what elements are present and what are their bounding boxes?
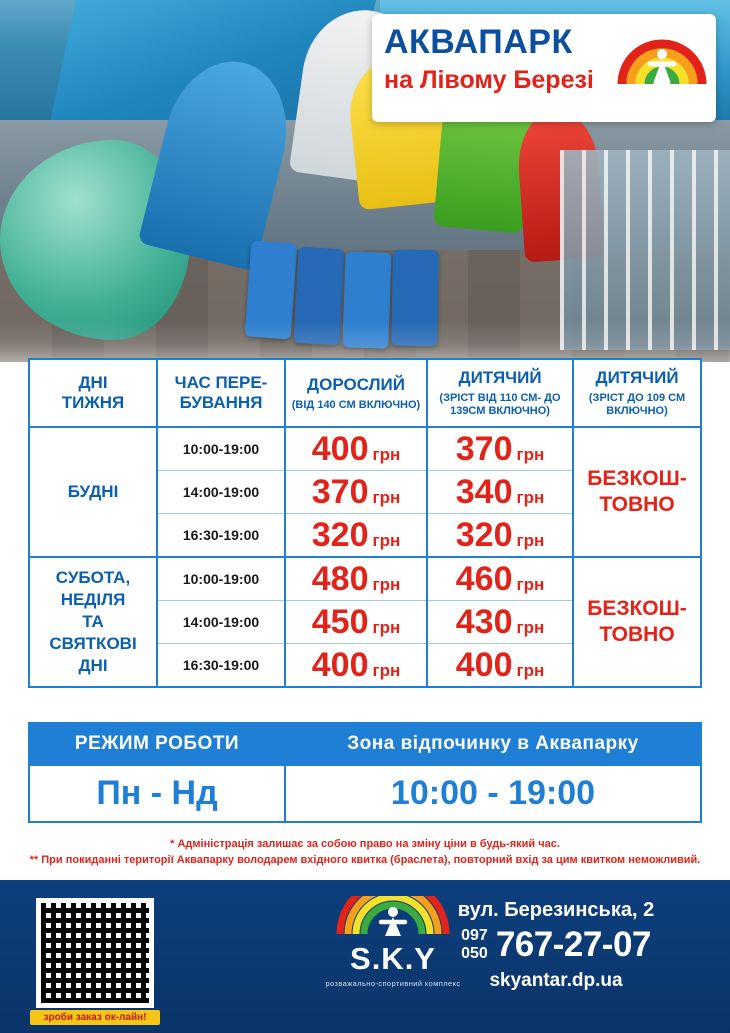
row-price-child — [427, 601, 573, 644]
website-link[interactable]: skyantar.dp.ua — [489, 970, 623, 991]
price-amount: 400 — [311, 646, 369, 684]
logo-badge — [372, 14, 716, 122]
header-time: ЧАС ПЕРЕ- БУВАННЯ — [157, 359, 285, 427]
row-time: 10:00-19:00 — [157, 427, 285, 471]
currency-label: грн — [516, 618, 545, 637]
row-price-adult — [285, 644, 427, 688]
schedule-mode-value: Пн - Нд — [29, 765, 285, 822]
schedule-table — [28, 722, 702, 823]
price-amount: 400 — [311, 430, 369, 468]
currency-label: грн — [372, 575, 401, 594]
brand-tagline: розважально-спортивний комплекс — [325, 979, 461, 988]
price-amount: 460 — [455, 560, 513, 598]
price-amount: 450 — [311, 603, 369, 641]
row-time: 16:30-19:00 — [157, 514, 285, 558]
header-adult-note: (ВІД 140 СМ ВКЛЮЧНО) — [291, 398, 421, 411]
row-day-weekend: СУБОТА, НЕДІЛЯ ТА СВЯТКОВІ ДНІ — [29, 557, 157, 687]
row-price-child — [427, 427, 573, 471]
row-price-adult — [285, 427, 427, 471]
rainbow-logo-icon — [616, 24, 708, 86]
phone-code-2: 050 — [461, 945, 488, 962]
schedule-zone-value: 10:00 - 19:00 — [285, 765, 701, 822]
row-free-weekdays: БЕЗКОШ- ТОВНО — [573, 427, 701, 557]
price-amount: 430 — [455, 603, 513, 641]
row-free-weekend: БЕЗКОШ- ТОВНО — [573, 557, 701, 687]
table-header-row — [29, 359, 701, 427]
row-price-child — [427, 644, 573, 688]
qr-code-image — [41, 903, 149, 1003]
price-amount: 400 — [455, 646, 513, 684]
phone-number[interactable]: 767-27-07 — [495, 925, 651, 964]
schedule-block — [28, 722, 702, 823]
note-2: ** При покиданні території Аквапарку володарем вхідного квитка (браслета), повторний вхід за цим квитком неможливий. — [29, 854, 701, 866]
currency-label: грн — [516, 575, 545, 594]
price-table-container — [28, 358, 702, 688]
row-price-adult — [285, 471, 427, 514]
row-price-adult — [285, 601, 427, 644]
row-price-child — [427, 557, 573, 601]
table-row — [29, 557, 701, 601]
table-row — [29, 427, 701, 471]
footer — [0, 880, 730, 1033]
row-price-adult — [285, 514, 427, 558]
note-1: * Адміністрація залишає за собою право на зміну ціни в будь-який час. — [170, 838, 560, 850]
header-child-tall-note: (ЗРІСТ ВІД 110 СМ- ДО 139СМ ВКЛЮЧНО) — [439, 392, 561, 417]
phone-code-1: 097 — [461, 927, 488, 944]
currency-label: грн — [516, 661, 545, 680]
qr-caption: зроби заказ ок-лайн! — [30, 1010, 160, 1025]
header-child-small: ДИТЯЧИЙ (ЗРІСТ ДО 109 СМ ВКЛЮЧНО) — [573, 359, 701, 427]
notes-block — [28, 836, 702, 868]
row-time: 16:30-19:00 — [157, 644, 285, 688]
currency-label: грн — [372, 445, 401, 464]
currency-label: грн — [516, 488, 545, 507]
currency-label: грн — [516, 445, 545, 464]
header-child-tall: ДИТЯЧИЙ (ЗРІСТ ВІД 110 СМ- ДО 139СМ ВКЛЮЧНО) — [427, 359, 573, 427]
schedule-value-row — [29, 765, 701, 822]
qr-code[interactable] — [36, 898, 154, 1008]
row-price-child — [427, 514, 573, 558]
price-amount: 320 — [311, 516, 369, 554]
phone-codes — [461, 927, 488, 963]
phone-row — [406, 926, 706, 964]
schedule-header-row — [29, 723, 701, 765]
brand-name: S.K.Y — [350, 941, 436, 976]
row-price-child — [427, 471, 573, 514]
row-day-weekdays: БУДНІ — [29, 427, 157, 557]
row-time: 14:00-19:00 — [157, 601, 285, 644]
price-amount: 370 — [455, 430, 513, 468]
header-child-small-note: (ЗРІСТ ДО 109 СМ ВКЛЮЧНО) — [588, 392, 686, 417]
logo-subtitle: на Лівому Березі — [384, 66, 594, 94]
header-adult: ДОРОСЛИЙ (ВІД 140 СМ ВКЛЮЧНО) — [285, 359, 427, 427]
row-time: 10:00-19:00 — [157, 557, 285, 601]
currency-label: грн — [372, 661, 401, 680]
currency-label: грн — [516, 531, 545, 550]
price-amount: 480 — [311, 560, 369, 598]
row-price-adult — [285, 557, 427, 601]
price-amount: 320 — [455, 516, 513, 554]
currency-label: грн — [372, 488, 401, 507]
header-days: ДНІ ТИЖНЯ — [29, 359, 157, 427]
contacts-block — [406, 896, 706, 992]
photo-fade — [0, 320, 730, 362]
schedule-zone-label: Зона відпочинку в Аквапарку — [285, 723, 701, 765]
price-amount: 370 — [311, 473, 369, 511]
price-amount: 340 — [455, 473, 513, 511]
row-time: 14:00-19:00 — [157, 471, 285, 514]
currency-label: грн — [372, 531, 401, 550]
schedule-mode-label: РЕЖИМ РОБОТИ — [29, 723, 285, 765]
logo-title: АКВАПАРК — [384, 23, 573, 61]
currency-label: грн — [372, 618, 401, 637]
address-text: вул. Березинська, 2 — [457, 899, 655, 921]
price-table — [28, 358, 702, 688]
